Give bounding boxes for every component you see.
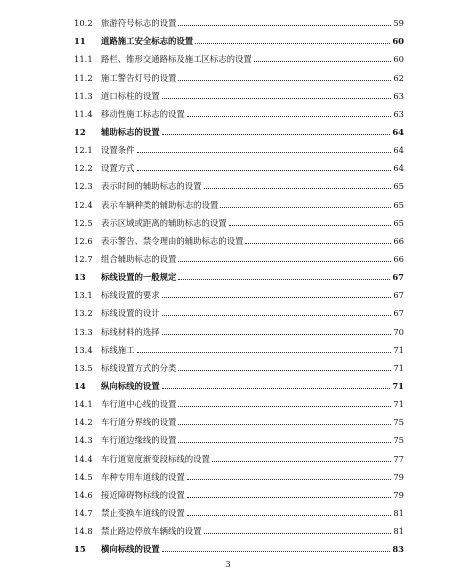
toc-entry[interactable] [74, 210, 404, 228]
toc-entry-page: 70 [393, 326, 404, 337]
toc-entry-page: 59 [393, 18, 404, 29]
toc-entry-number: 13.1 [74, 290, 93, 301]
toc-entry-number: 14.8 [74, 526, 93, 537]
toc-entry[interactable] [74, 46, 404, 64]
toc-entry-title: 表示警告、禁令理由的辅助标志的设置 [101, 235, 244, 246]
toc-entry-number: 12.5 [74, 217, 93, 228]
toc-entry-title: 设置条件 [101, 145, 135, 156]
toc-entry[interactable] [74, 137, 404, 155]
toc-entry-number: 13.3 [74, 326, 93, 337]
toc-entry-title: 车行道宽度渐变段标线的设置 [101, 453, 210, 464]
toc-entry-page: 71 [393, 344, 404, 355]
toc-leader-dots [137, 169, 392, 171]
toc-entry-number: 14.4 [74, 453, 93, 464]
toc-entry[interactable] [74, 318, 404, 336]
toc-leader-dots [204, 532, 392, 534]
toc-entry[interactable] [74, 264, 404, 282]
toc-entry-page: 79 [393, 471, 404, 482]
toc-leader-dots [178, 423, 391, 425]
toc-entry-page: 64 [393, 163, 404, 174]
toc-entry-title: 辅助标志的设置 [101, 126, 160, 137]
toc-entry-page: 66 [393, 253, 404, 264]
toc-entry[interactable] [74, 482, 404, 500]
toc-entry[interactable] [74, 355, 404, 373]
toc-leader-dots [187, 478, 392, 480]
toc-entry-number: 14.2 [74, 417, 93, 428]
toc-entry[interactable] [74, 282, 404, 300]
toc-entry-page: 67 [392, 272, 404, 283]
toc-entry-number: 12.3 [74, 181, 93, 192]
toc-entry-page: 67 [393, 290, 404, 301]
toc-leader-dots [254, 60, 392, 62]
toc-entry-title: 路栏、锥形交通路标及施工区标志的设置 [101, 54, 252, 65]
toc-entry[interactable] [74, 101, 404, 119]
toc-entry-title: 禁止变换车道线的设置 [101, 507, 185, 518]
toc-leader-dots [187, 496, 392, 498]
toc-leader-dots [162, 387, 391, 389]
toc-entry-title: 表示车辆种类的辅助标志的设置 [101, 199, 219, 210]
toc-entry-title: 标线材料的选择 [101, 326, 160, 337]
toc-entry-page: 66 [393, 235, 404, 246]
toc-entry[interactable] [74, 300, 404, 318]
toc-entry[interactable] [74, 337, 404, 355]
toc-entry[interactable] [74, 445, 404, 463]
toc-entry-number: 12.7 [74, 253, 93, 264]
toc-leader-dots [187, 115, 392, 117]
toc-entry-title: 道口标柱的设置 [101, 90, 160, 101]
toc-entry-number: 14.1 [74, 399, 93, 410]
toc-entry-title: 纵向标线的设置 [101, 380, 160, 391]
toc-entry[interactable] [74, 536, 404, 554]
toc-entry[interactable] [74, 228, 404, 246]
page-number: 3 [225, 560, 231, 569]
toc-leader-dots [162, 133, 391, 135]
toc-entry-number: 12.1 [74, 145, 93, 156]
toc-entry-number: 13 [74, 272, 86, 283]
toc-entry-number: 12 [74, 126, 86, 137]
toc-entry-number: 13.5 [74, 362, 93, 373]
toc-entry-page: 63 [393, 90, 404, 101]
toc-entry-title: 旅游符号标志的设置 [101, 18, 177, 29]
toc-leader-dots [178, 405, 391, 407]
toc-entry-number: 14.7 [74, 507, 93, 518]
toc-entry[interactable] [74, 64, 404, 82]
table-of-contents [74, 10, 404, 554]
toc-entry-title: 标线设置方式的分类 [101, 362, 177, 373]
toc-leader-dots [162, 97, 392, 99]
toc-entry-title: 标线设置的一般规定 [101, 272, 177, 283]
toc-entry-page: 65 [393, 181, 404, 192]
toc-entry[interactable] [74, 173, 404, 191]
toc-leader-dots [137, 151, 392, 153]
toc-entry-page: 63 [393, 108, 404, 119]
toc-entry-number: 11.4 [74, 108, 93, 119]
toc-entry-number: 14.6 [74, 489, 93, 500]
toc-leader-dots [220, 206, 391, 208]
toc-entry[interactable] [74, 191, 404, 209]
toc-entry-page: 75 [393, 417, 404, 428]
toc-entry-title: 移动性施工标志的设置 [101, 108, 185, 119]
toc-entry-page: 71 [392, 380, 404, 391]
toc-entry-page: 83 [392, 544, 404, 555]
toc-entry-title: 车行道边缘线的设置 [101, 435, 177, 446]
toc-leader-dots [178, 278, 390, 280]
toc-entry-title: 道路施工安全标志的设置 [101, 36, 194, 47]
toc-entry-number: 11 [74, 36, 86, 47]
toc-entry-page: 75 [393, 435, 404, 446]
toc-entry-title: 表示区域或距离的辅助标志的设置 [101, 217, 227, 228]
toc-entry[interactable] [74, 119, 404, 137]
toc-entry-page: 65 [393, 199, 404, 210]
toc-entry-number: 15 [74, 544, 86, 555]
toc-entry-page: 60 [393, 54, 404, 65]
toc-entry-title: 施工警告灯号的设置 [101, 72, 177, 83]
toc-leader-dots [162, 550, 391, 552]
toc-entry-number: 12.6 [74, 235, 93, 246]
toc-entry-number: 11.2 [74, 72, 93, 83]
toc-entry-number: 13.4 [74, 344, 93, 355]
toc-entry-page: 81 [393, 507, 404, 518]
toc-entry-number: 11.1 [74, 54, 93, 65]
toc-leader-dots [162, 314, 392, 316]
toc-entry-number: 12.4 [74, 199, 93, 210]
toc-entry-number: 10.2 [74, 18, 93, 29]
toc-leader-dots [229, 224, 392, 226]
toc-leader-dots [178, 260, 391, 262]
toc-entry-title: 车种专用车道线的设置 [101, 471, 185, 482]
toc-entry-title: 标线施工 [101, 344, 135, 355]
toc-entry-title: 设置方式 [101, 163, 135, 174]
toc-entry-page: 67 [393, 308, 404, 319]
toc-entry[interactable] [74, 391, 404, 409]
toc-entry-number: 14.5 [74, 471, 93, 482]
toc-leader-dots [178, 441, 391, 443]
toc-entry-page: 62 [393, 72, 404, 83]
toc-entry-title: 横向标线的设置 [101, 544, 160, 555]
toc-entry[interactable] [74, 427, 404, 445]
toc-entry-page: 60 [392, 36, 404, 47]
toc-entry-title: 标线设置的要求 [101, 290, 160, 301]
toc-entry-title: 标线设置的设计 [101, 308, 160, 319]
toc-entry-page: 65 [393, 217, 404, 228]
toc-entry-page: 71 [393, 399, 404, 410]
toc-entry-number: 14 [74, 380, 86, 391]
toc-leader-dots [178, 24, 391, 26]
toc-entry[interactable] [74, 155, 404, 173]
toc-leader-dots [245, 242, 391, 244]
toc-entry[interactable] [74, 518, 404, 536]
toc-entry-title: 禁止路边停放车辆线的设置 [101, 526, 202, 537]
toc-entry[interactable] [74, 10, 404, 28]
toc-entry[interactable] [74, 464, 404, 482]
toc-leader-dots [178, 79, 391, 81]
toc-entry-title: 组合辅助标志的设置 [101, 253, 177, 264]
toc-entry-page: 71 [393, 362, 404, 373]
toc-leader-dots [204, 187, 392, 189]
toc-entry[interactable] [74, 373, 404, 391]
toc-leader-dots [178, 369, 391, 371]
toc-entry-title: 表示时间的辅助标志的设置 [101, 181, 202, 192]
toc-entry[interactable] [74, 246, 404, 264]
toc-leader-dots [162, 296, 392, 298]
toc-leader-dots [187, 514, 392, 516]
toc-leader-dots [162, 333, 392, 335]
toc-entry-number: 13.2 [74, 308, 93, 319]
toc-entry[interactable] [74, 83, 404, 101]
toc-entry-title: 车行道分界线的设置 [101, 417, 177, 428]
toc-entry-page: 64 [393, 145, 404, 156]
toc-entry[interactable] [74, 409, 404, 427]
toc-entry-page: 77 [393, 453, 404, 464]
toc-entry[interactable] [74, 500, 404, 518]
toc-entry-title: 车行道中心线的设置 [101, 399, 177, 410]
toc-entry-page: 64 [392, 126, 404, 137]
toc-entry-number: 14.3 [74, 435, 93, 446]
toc-entry-number: 11.3 [74, 90, 93, 101]
toc-leader-dots [137, 351, 392, 353]
toc-entry-number: 12.2 [74, 163, 93, 174]
toc-leader-dots [195, 42, 390, 44]
toc-leader-dots [212, 460, 391, 462]
toc-entry-page: 81 [393, 526, 404, 537]
toc-entry-title: 接近障碍物标线的设置 [101, 489, 185, 500]
toc-entry[interactable] [74, 28, 404, 46]
toc-entry-page: 79 [393, 489, 404, 500]
